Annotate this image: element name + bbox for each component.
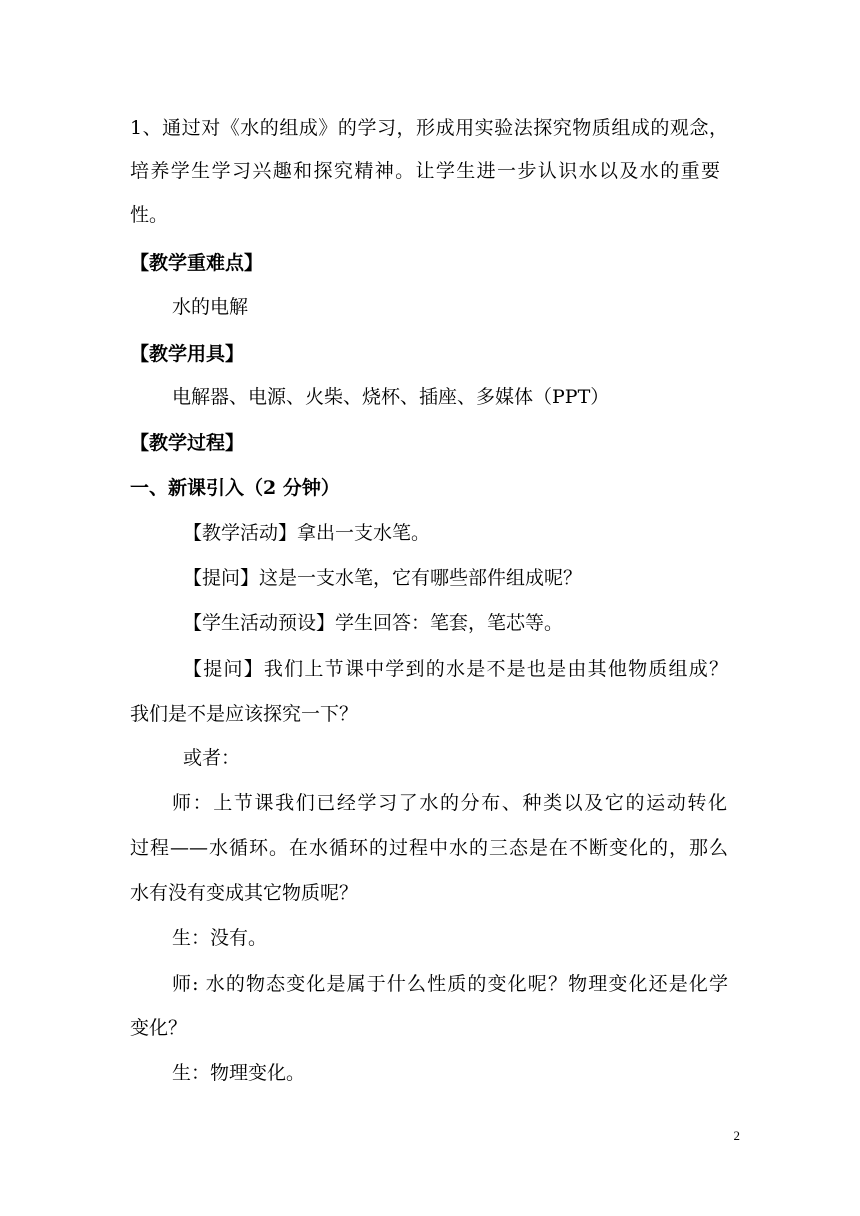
key-points-text: 水的电解 [172, 296, 249, 318]
paragraph-line: 我们是不是应该探究一下？ [130, 703, 359, 725]
paragraph-line: 变化？ [130, 1017, 188, 1039]
section-heading-intro: 一、新课引入（2 分钟） [130, 477, 340, 499]
heading-teaching-process: 【教学过程】 [130, 432, 245, 454]
paragraph-line: 【学生活动预设】学生回答：笔套，笔芯等。 [183, 612, 564, 634]
objective-line-3: 性。 [130, 204, 169, 226]
teaching-tools-text: 电解器、电源、火柴、烧杯、插座、多媒体（PPT） [172, 386, 610, 408]
paragraph-line: 【提问】这是一支水笔，它有哪些部件组成呢？ [183, 567, 583, 589]
paragraph-line: 师: 水的物态变化是属于什么性质的变化呢？物理变化还是化学 [172, 973, 728, 995]
paragraph-line: 或者： [183, 747, 241, 769]
paragraph-line: 师：上节课我们已经学习了水的分布、种类以及它的运动转化 [172, 792, 727, 814]
objective-line-2: 培养学生学习兴趣和探究精神。让学生进一步认识水以及水的重要 [130, 160, 720, 182]
paragraph-line: 【提问】我们上节课中学到的水是不是也是由其他物质组成？ [183, 658, 728, 680]
objective-line-1: 1、通过对《水的组成》的学习，形成用实验法探究物质组成的观念， [130, 117, 728, 139]
paragraph-line: 水有没有变成其它物质呢？ [130, 882, 359, 904]
page-number: 2 [733, 1128, 740, 1143]
paragraph-line: 生：物理变化。 [172, 1062, 306, 1084]
paragraph-line: 过程——水循环。在水循环的过程中水的三态是在不断变化的，那么 [130, 837, 728, 859]
paragraph-line: 【教学活动】拿出一支水笔。 [183, 522, 431, 544]
paragraph-line: 生：没有。 [172, 927, 268, 949]
heading-key-points: 【教学重难点】 [130, 252, 264, 274]
heading-teaching-tools: 【教学用具】 [130, 343, 245, 365]
